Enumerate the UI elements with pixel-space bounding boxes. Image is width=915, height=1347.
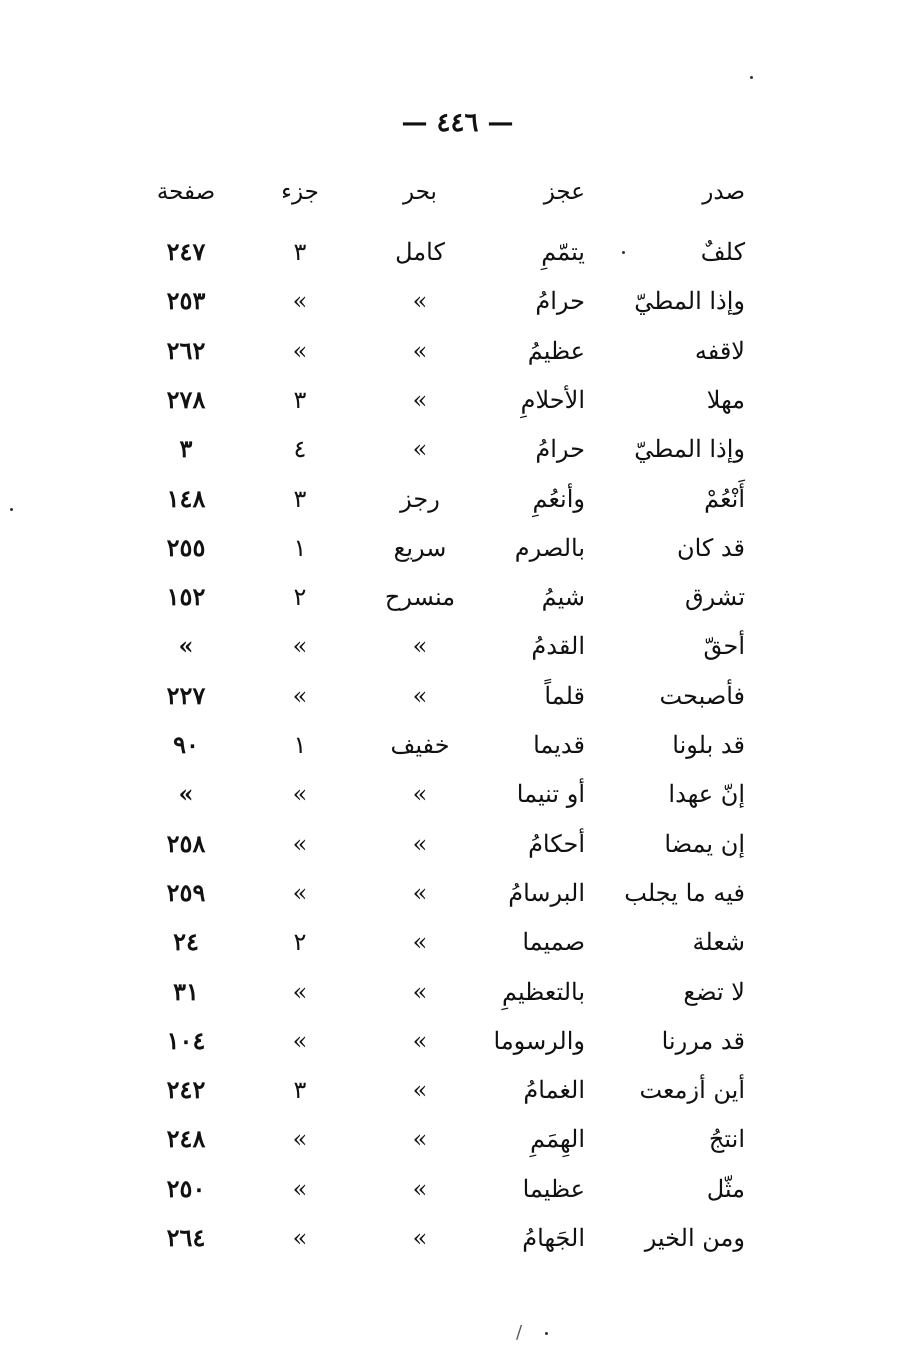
cell-juz: » <box>292 780 308 809</box>
cell-bahr: » <box>412 1224 428 1252</box>
cell-safha: ٢٥٩ <box>166 877 206 907</box>
cell-safha: » <box>178 631 194 661</box>
cell-safha: ٢٦٢ <box>166 335 206 365</box>
table-row <box>0 331 915 371</box>
cell-sadr: فيه ما يجلب <box>624 878 745 907</box>
cell-bahr: خفيف <box>390 731 450 759</box>
cell-safha: ٢٤٨ <box>166 1124 206 1154</box>
cell-juz: ٢ <box>293 928 307 957</box>
cell-ajz: أو تنيما <box>516 780 585 809</box>
header-sadr: صدر <box>702 179 745 205</box>
cell-ajz: حرامُ <box>535 435 585 464</box>
table-row <box>0 1070 915 1110</box>
cell-ajz: بالصرم <box>514 533 585 562</box>
cell-juz: » <box>292 287 308 316</box>
cell-sadr: إنّ عهدا <box>668 780 745 809</box>
cell-juz: ٣ <box>293 385 307 414</box>
cell-juz: ١ <box>293 533 307 562</box>
cell-safha: ٢٦٤ <box>166 1223 206 1252</box>
cell-bahr: » <box>412 928 428 957</box>
cell-sadr: قد مررنا <box>661 1026 745 1055</box>
cell-safha: ٢٤٧ <box>166 237 206 266</box>
cell-bahr: » <box>412 435 428 464</box>
cell-sadr: مهلا <box>706 385 745 414</box>
cell-safha: » <box>178 779 194 809</box>
cell-safha: ٣ <box>179 434 193 464</box>
cell-ajz: والرسوما <box>493 1026 585 1055</box>
cell-bahr: » <box>412 1026 428 1055</box>
cell-sadr: انتجُ <box>708 1125 745 1154</box>
cell-juz: » <box>292 1026 308 1055</box>
cell-sadr: أَنْعُمْ <box>704 484 745 513</box>
cell-ajz: القدمُ <box>531 632 585 661</box>
cell-bahr: » <box>412 336 428 365</box>
cell-juz: ١ <box>293 731 307 759</box>
cell-ajz: حرامُ <box>535 287 585 316</box>
cell-safha: ١٠٤ <box>166 1025 206 1055</box>
cell-ajz: شيمُ <box>541 583 585 612</box>
cell-safha: ٢٤ <box>173 927 199 957</box>
table-row <box>0 972 915 1012</box>
cell-ajz: الغمامُ <box>523 1076 585 1105</box>
cell-juz: ٤ <box>293 435 307 464</box>
cell-juz: ٣ <box>293 1076 307 1105</box>
cell-ajz: البرسامُ <box>508 878 585 907</box>
cell-ajz: عظيما <box>522 1174 585 1203</box>
scan-speck <box>750 76 753 79</box>
cell-juz: » <box>292 681 308 710</box>
cell-juz: » <box>292 829 308 858</box>
table-row <box>0 429 915 469</box>
page-number: — ٤٤٦ — <box>401 108 514 138</box>
table-row <box>0 479 915 519</box>
cell-safha: ٢٧٨ <box>166 384 206 414</box>
cell-sadr: قد كان <box>676 533 745 562</box>
table-row <box>0 281 915 321</box>
table-row <box>0 676 915 716</box>
scan-mark: / <box>516 1322 523 1343</box>
cell-juz: ٣ <box>293 238 307 266</box>
header-juz: جزء <box>281 179 319 205</box>
cell-juz: » <box>292 336 308 365</box>
table-row <box>0 626 915 666</box>
cell-ajz: قلماً <box>544 681 585 710</box>
cell-juz: ٢ <box>293 583 307 612</box>
cell-bahr: » <box>412 385 428 414</box>
cell-safha: ١٤٨ <box>166 483 206 513</box>
cell-safha: ٩٠ <box>173 730 199 759</box>
cell-bahr: » <box>412 1076 428 1105</box>
cell-juz: ٣ <box>293 484 307 513</box>
cell-ajz: صميما <box>522 928 585 957</box>
cell-safha: ٢٥٨ <box>166 828 206 858</box>
cell-sadr: قد بلونا <box>672 731 745 759</box>
table-row <box>0 380 915 420</box>
header-ajz: عجز <box>543 179 585 205</box>
table-row <box>0 824 915 864</box>
cell-sadr: إن يمضا <box>664 829 745 858</box>
cell-ajz: الهِمَمِ <box>530 1125 585 1154</box>
cell-sadr: وإذا المطيّ <box>634 435 745 464</box>
cell-juz: » <box>292 878 308 907</box>
table-row <box>0 1119 915 1159</box>
cell-bahr: » <box>412 632 428 661</box>
cell-sadr: فأصبحت <box>659 681 745 710</box>
cell-ajz: الجَهامُ <box>522 1224 585 1252</box>
cell-bahr: » <box>412 977 428 1006</box>
table-row <box>0 1218 915 1258</box>
scan-speck <box>622 251 625 254</box>
table-row <box>0 922 915 962</box>
cell-safha: ٢٢٧ <box>166 680 206 710</box>
cell-sadr: كلفٌ <box>700 238 745 266</box>
table-row <box>0 232 915 272</box>
cell-ajz: وأنعُمِ <box>532 484 585 513</box>
table-header <box>0 172 915 212</box>
cell-sadr: مثّل <box>706 1174 745 1203</box>
cell-bahr: » <box>412 1174 428 1203</box>
scan-speck <box>545 1332 548 1335</box>
cell-bahr: » <box>412 878 428 907</box>
cell-bahr: » <box>412 780 428 809</box>
cell-bahr: منسرح <box>384 583 456 612</box>
cell-juz: » <box>292 1174 308 1203</box>
cell-juz: » <box>292 977 308 1006</box>
header-safha: صفحة <box>156 179 216 205</box>
table-row <box>0 774 915 814</box>
cell-bahr: » <box>412 829 428 858</box>
cell-sadr: شعلة <box>692 928 745 957</box>
cell-sadr: لاقفه <box>694 336 745 365</box>
cell-bahr: كامل <box>395 238 445 266</box>
cell-bahr: » <box>412 1125 428 1154</box>
cell-ajz: الأحلامِ <box>520 385 585 414</box>
cell-sadr: أحقّ <box>703 632 745 661</box>
table-row <box>0 873 915 913</box>
cell-ajz: عظيمُ <box>527 336 585 365</box>
cell-safha: ٢٤٢ <box>166 1075 206 1105</box>
cell-sadr: أين أزمعت <box>639 1076 745 1105</box>
cell-safha: ٢٥٣ <box>166 286 206 316</box>
cell-ajz: أحكامُ <box>528 829 585 858</box>
table-row <box>0 1021 915 1061</box>
cell-sadr: ومن الخير <box>644 1224 745 1252</box>
cell-sadr: لا تضع <box>683 977 745 1006</box>
cell-sadr: تشرق <box>685 583 745 612</box>
cell-ajz: يتمّمِ <box>541 238 585 266</box>
cell-safha: ٢٥٠ <box>166 1173 206 1203</box>
cell-safha: ٣١ <box>173 976 199 1006</box>
cell-juz: » <box>292 632 308 661</box>
header-bahr: بحر <box>403 179 437 205</box>
cell-safha: ١٥٢ <box>166 582 206 612</box>
scan-speck <box>10 508 13 511</box>
cell-sadr: وإذا المطيّ <box>634 287 745 316</box>
cell-ajz: قديما <box>533 731 585 759</box>
cell-safha: ٢٥٥ <box>166 532 206 562</box>
table-row <box>0 725 915 765</box>
cell-bahr: سريع <box>393 533 447 562</box>
table-row <box>0 1169 915 1209</box>
cell-bahr: رجز <box>400 484 440 513</box>
cell-juz: » <box>292 1224 308 1252</box>
cell-juz: » <box>292 1125 308 1154</box>
cell-bahr: » <box>412 287 428 316</box>
table-row <box>0 577 915 617</box>
table-row <box>0 528 915 568</box>
cell-ajz: بالتعظيمِ <box>501 977 585 1006</box>
cell-bahr: » <box>412 681 428 710</box>
